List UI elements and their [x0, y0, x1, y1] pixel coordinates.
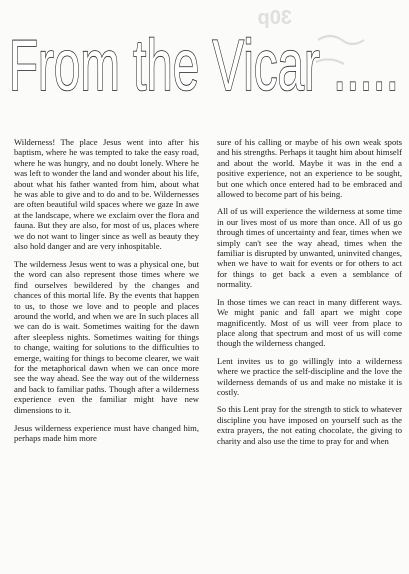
paragraph: Jesus wilderness experience must have changed him, perhaps made him more [14, 422, 199, 443]
article-body [14, 137, 402, 569]
paragraph: Lent invites us to go willingly into a wilderness where we practice the self-discipline and the love the wilderness demands of us and make no mistake it is costly. [217, 355, 402, 397]
paragraph: All of us will experience the wilderness at some time in our lives most of us more than once. All of us go through times of uncertainty and fear, times when we simply can't see the way ahead, times when the familiar is disrupted by unwanted, uninvited changes, when we have to wait for events or for others to act for things to get back a even a semblance of normality. [217, 206, 402, 290]
title-text: From the Vicar ..... [9, 26, 399, 100]
right-column [217, 137, 402, 569]
paragraph: Wilderness! The place Jesus went into after his baptism, where he was tempted to take the easy road, where he was hungry, and no doubt lonely. Where he was left to wonder the land and wonder about his life, about what his father wanted from him, about what he was able to give and to do and to be. Wildernesses are often beautiful wild spaces where we gaze In awe at the landscape, where we exclaim over the flora and fauna. But they are also, for most of us, places where we do not want to linger since as well as beauty they also hold danger and are very inhospitable. [14, 137, 199, 252]
paragraph: sure of his calling or maybe of his own weak spots and his strengths. Perhaps it taught him about himself and about the world. Maybe it was in the end a positive experience, not an experience to be sought, but one which once entered had to be embraced and allowed to become part of his being. [217, 137, 402, 200]
page-title [0, 14, 409, 100]
bleed-through-text: 30p [257, 7, 292, 29]
left-column [14, 137, 199, 569]
paragraph: So this Lent pray for the strength to stick to whatever discipline you have imposed on yourself such as the extra prayers, the not eating chocolate, the giving to charity and also use the time to pray for and when [217, 404, 402, 446]
paragraph: The wilderness Jesus went to was a physical one, but the word can also represent those times where we find ourselves bewildered by the changes and chances of this mortal life. By the events that happen to us, to those we love and to people and places around the world, and when we are In such places all we can do is wait. Sometimes waiting for the dawn after sleepless nights. Sometimes waiting for things to change, waiting for solutions to the difficulties to emerge, waiting for things to become clearer, we wait for the metaphorical dawn when we can once more see the way ahead. See the way out of the wilderness and back to familiar paths. Though after a wilderness experience even the familiar might have new dimensions to it. [14, 258, 199, 415]
paragraph: In those times we can react in many different ways. We might panic and fall apart we might cope magnificently. Most of us will veer from place to place along that spectrum and most of us will come though the wilderness changed. [217, 296, 402, 349]
